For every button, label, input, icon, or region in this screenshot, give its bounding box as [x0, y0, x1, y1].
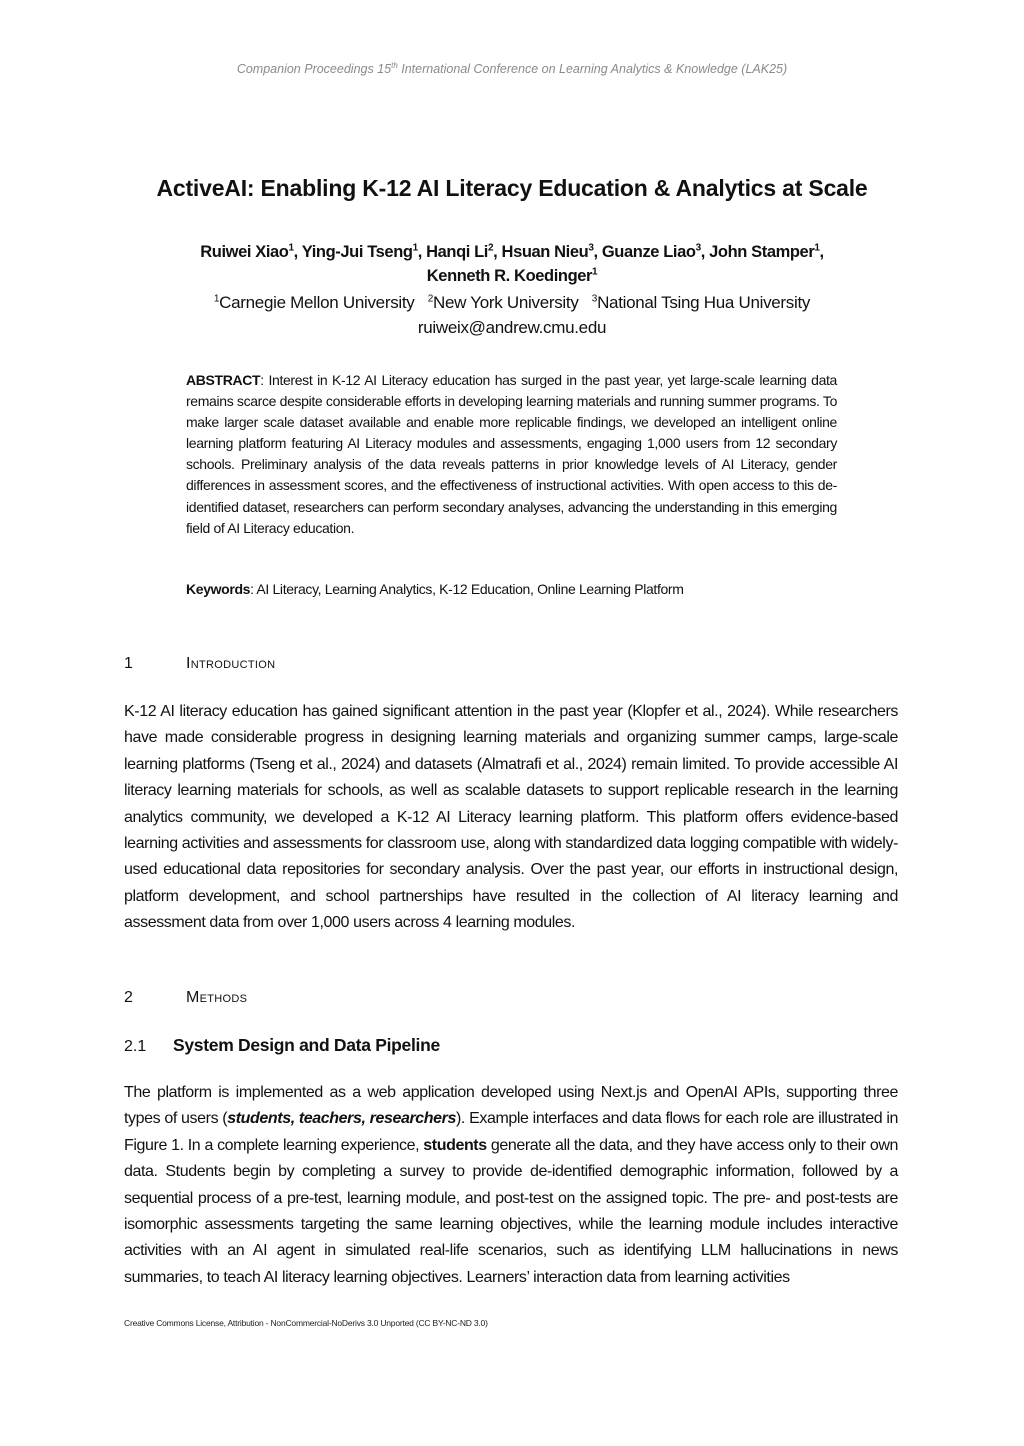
- affiliation-number: 1: [213, 293, 220, 305]
- section-heading-introduction: [124, 655, 904, 673]
- author-affiliation-mark: 1: [288, 242, 294, 254]
- author: [427, 267, 597, 285]
- affiliations: [100, 290, 924, 340]
- section-number: 1: [124, 655, 133, 672]
- subsection-number: 2.1: [124, 1038, 147, 1055]
- introduction-paragraph: K-12 AI literacy education has gained significant attention in the past year (Klopfer et al., 2024). While researchers have made considerable progress in designing learning materials and organizing summer camps, large-scale learning platforms (Tseng et al., 2024) and datasets (Almatrafi et al., 2024) remain limited. To provide accessible AI literacy learning materials for schools, as well as scalable datasets to support replicable research in the learning analytics community, we developed a K-12 AI Literacy learning platform. This platform offers evidence-based learning activities and assessments for classroom use, along with standardized data logging compatible with widely-used educational data repositories for secondary analysis. Over the past year, our efforts in instructional design, platform development, and school partnerships have resulted in the collection of AI literacy learning and assessment data from over 1,000 users across 4 learning modules.: [124, 703, 898, 932]
- author-name: Ruiwei Xiao: [200, 243, 289, 261]
- running-header-suffix: International Conference on Learning Analytics & Knowledge (LAK25): [397, 62, 788, 77]
- keywords-text: : AI Literacy, Learning Analytics, K-12 Education, Online Learning Platform: [250, 581, 684, 597]
- author: [200, 243, 293, 261]
- author-name: Hanqi Li: [426, 243, 488, 261]
- running-header-sup: th: [391, 61, 398, 70]
- paragraph-text: The platform is implemented as a web application developed using Next.js and OpenAI APIs, supporting three types of users (: [124, 1084, 898, 1128]
- keywords-label: Keywords: [186, 581, 251, 597]
- author: [302, 243, 418, 261]
- author: [709, 243, 819, 261]
- author-name: Kenneth R. Koedinger: [426, 267, 593, 285]
- author-affiliation-mark: 1: [814, 242, 820, 254]
- affiliation-name: New York University: [433, 293, 579, 312]
- author-affiliation-mark: 1: [592, 266, 598, 278]
- affiliation: [428, 293, 579, 312]
- subsection-heading-system-design: [124, 1035, 904, 1056]
- running-header-prefix: Companion Proceedings 15: [236, 62, 392, 77]
- author-affiliation-mark: 2: [488, 242, 494, 254]
- author-affiliation-mark: 3: [695, 242, 701, 254]
- section-title: Introduction: [186, 655, 276, 672]
- author-affiliation-mark: 3: [588, 242, 594, 254]
- author-name: Ying-Jui Tseng: [301, 243, 413, 261]
- author-list: Ruiwei Xiao$^1$, Ying-Jui Tseng$^1$, Hanqi Li$^2$, Hsuan Nieu$^3$, Guanze Liao$^3$, John Stamper$^1$, Kenneth R. Koedinger$^1$: [200, 242, 824, 285]
- section-heading-methods: [124, 989, 904, 1007]
- affiliation: [214, 293, 415, 312]
- affiliation-number: 2: [427, 293, 434, 305]
- students-emphasis: students: [423, 1136, 487, 1154]
- abstract-text: : Interest in K-12 AI Literacy education has surged in the past year, yet large-scale learning data remains scarce despite considerable efforts in developing learning materials and running summer programs. To make larger scale dataset available and enable more replicable findings, we developed an intelligent online learning platform featuring AI Literacy modules and assessments, engaging 1,000 users from 12 secondary schools. Preliminary analysis of the data reveals patterns in prior knowledge levels of AI Literacy, gender differences in assessment scores, and the effectiveness of instructional activities. With open access to this de-identified dataset, researchers can perform secondary analyses, advancing the understanding in this emerging field of AI Literacy education.: [186, 372, 837, 536]
- paragraph-text: generate all the data, and they have access only to their own data. Students begin by completing a survey to provide de-identified demographic information, followed by a sequential process of a pre-test, learning module, and post-test on the assigned topic. The pre- and post-tests are isomorphic assessments targeting the same learning objectives, while the learning module includes interactive activities with an AI agent in simulated real-life scenarios, such as identifying LLM hallucinations in news summaries, to teach AI literacy learning objectives. Learners’ interaction data from learning activities: [124, 1136, 898, 1286]
- system-design-paragraph: [124, 1080, 898, 1291]
- affiliation-name: Carnegie Mellon University: [219, 293, 415, 312]
- license-footer: Creative Commons License, Attribution - NonCommercial-NoDerivs 3.0 Unported (CC BY-NC-ND 3.0): [124, 1318, 488, 1328]
- author-name: Guanze Liao: [601, 243, 696, 261]
- abstract: [186, 370, 837, 539]
- author: [602, 243, 701, 261]
- author-name: John Stamper: [709, 243, 815, 261]
- section-number: 2: [124, 989, 133, 1006]
- section-title: Methods: [186, 989, 248, 1006]
- affiliation-number: 3: [591, 293, 598, 305]
- affiliation: [592, 293, 810, 312]
- abstract-label: ABSTRACT: [186, 372, 261, 388]
- contact-email[interactable]: ruiweix@andrew.cmu.edu: [417, 318, 607, 337]
- author: [426, 243, 493, 261]
- keywords: [186, 579, 837, 600]
- author-affiliation-mark: 1: [412, 242, 418, 254]
- running-header: [0, 61, 1024, 76]
- author-name: Hsuan Nieu: [501, 243, 589, 261]
- affiliation-name: National Tsing Hua University: [597, 293, 811, 312]
- subsection-title: System Design and Data Pipeline: [173, 1035, 440, 1055]
- paragraph-text: ). Example interfaces and data flows for each role are illustrated in Figure 1. In a complete learning experience,: [124, 1110, 898, 1154]
- paper-title: ActiveAI: Enabling K-12 AI Literacy Education & Analytics at Scale: [156, 175, 868, 201]
- user-roles-emphasis: students, teachers, researchers: [227, 1110, 456, 1128]
- author: [502, 243, 594, 261]
